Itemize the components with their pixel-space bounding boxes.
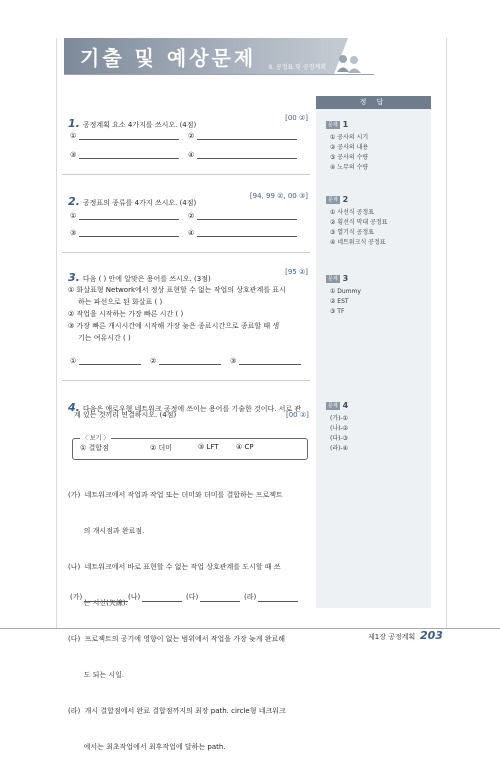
answer-item: ③ 열기식 공정표 xyxy=(330,229,374,236)
answer-tag: 문제 xyxy=(328,121,338,128)
blank-label: ① xyxy=(70,132,77,140)
answer-line-2 xyxy=(188,131,297,140)
header-underline xyxy=(64,74,374,75)
body-line: 도 되는 시일. xyxy=(68,671,125,679)
body-line: ③ 가장 빠른 개시시간에 시작해 가장 늦은 종료시간으로 종료할 때 생 xyxy=(68,322,280,330)
blank-label: (나) xyxy=(128,593,141,601)
body-line: 하는 파선으로 된 화살표 ( ) xyxy=(78,298,163,306)
people-icon xyxy=(336,54,362,76)
choice-item: ② 더미 xyxy=(150,444,173,452)
question-2 xyxy=(68,190,308,209)
question-text: 공정계획 요소 4가지를 쓰시오. (4점) xyxy=(82,121,197,129)
body-line: ① 화살표형 Network에서 정상 표현할 수 없는 작업의 상호관계를 표시 xyxy=(68,286,286,294)
question-source: [00 ②] xyxy=(285,114,308,122)
answer-blank[interactable] xyxy=(84,593,128,602)
answer-blank[interactable] xyxy=(159,356,221,365)
body-line: (다) 프로젝트의 공기에 영향이 없는 범위에서 작업을 가장 늦게 완료해 xyxy=(68,635,286,643)
answer-line-1 xyxy=(70,131,179,140)
section-divider xyxy=(62,174,310,175)
body-line: 에서는 최초작업에서 최후작업에 달하는 path. xyxy=(68,743,226,751)
body-line: ② 작업을 시작하는 가장 빠른 시간 ( ) xyxy=(68,310,184,318)
answer-line-3 xyxy=(70,150,179,159)
question-text-continued: 계 있는 것끼리 연결하시오. (4점) xyxy=(74,411,177,419)
question-source: [94, 99 ②, 00 ③] xyxy=(249,192,308,200)
question-number: 1. xyxy=(68,117,80,130)
blank-label: ④ xyxy=(188,151,195,159)
answer-tag: 문제 xyxy=(328,402,338,409)
answer-line-1 xyxy=(70,211,179,220)
answer-line-2 xyxy=(150,356,221,365)
question-3-body xyxy=(68,284,286,344)
choice-item: ① 결합점 xyxy=(80,444,109,452)
blank-label: ① xyxy=(70,357,77,365)
answer-blank[interactable] xyxy=(79,211,179,220)
choice-item: ④ CP xyxy=(236,443,254,451)
answer-tag: 문제 xyxy=(328,196,338,203)
left-margin-line xyxy=(56,38,57,628)
right-margin-line xyxy=(446,38,447,628)
blank-label: (다) xyxy=(186,593,199,601)
footer-chapter: 제1장 공정계획 xyxy=(368,633,416,641)
answer-item: (다)-③ xyxy=(330,435,349,442)
answer-line-3 xyxy=(70,228,179,237)
answer-line-4 xyxy=(188,150,297,159)
answer-blank[interactable] xyxy=(200,593,240,602)
page-subtitle: Ⅱ. 공정표 및 공정계획 xyxy=(269,64,326,71)
question-source: [00 ②] xyxy=(286,411,309,419)
choice-box-label: 〈 보기 〉 xyxy=(82,435,110,442)
answer-item: ② 횡선식 막대 공정표 xyxy=(330,219,388,226)
question-source: [95 ②] xyxy=(285,268,308,276)
answer-item: (라)-④ xyxy=(330,445,349,452)
answer-blank[interactable] xyxy=(197,211,297,220)
body-line: 기는 여유시간 ( ) xyxy=(78,334,131,342)
blank-label: (가) xyxy=(70,593,83,601)
body-line: 는 시선(矢線). xyxy=(68,599,128,607)
section-divider xyxy=(62,380,310,381)
answer-line-2 xyxy=(188,211,297,220)
question-4-body xyxy=(68,465,286,765)
answer-heading: 정 답 xyxy=(316,96,431,109)
answer-item: ③ TF xyxy=(330,308,345,315)
body-line: 의 개시점과 완료점. xyxy=(68,527,145,535)
answer-item: ② 공사의 내용 xyxy=(330,144,369,151)
blank-label: ① xyxy=(70,212,77,220)
page-header xyxy=(64,38,334,74)
answer-blank[interactable] xyxy=(142,593,182,602)
page-title: 기출 및 예상문제 xyxy=(80,46,257,70)
answer-blank[interactable] xyxy=(79,131,179,140)
blank-label: ② xyxy=(188,212,195,220)
answer-block-4 xyxy=(326,395,348,454)
blank-label: ③ xyxy=(70,229,77,237)
answer-line-3 xyxy=(230,356,301,365)
answer-line-ra xyxy=(244,592,298,602)
answer-item: ④ 노무의 수량 xyxy=(330,164,369,171)
answer-blank[interactable] xyxy=(197,131,297,140)
blank-label: (라) xyxy=(244,593,257,601)
answer-number: 3 xyxy=(342,274,349,283)
question-number: 3. xyxy=(68,271,80,284)
answer-blank[interactable] xyxy=(79,150,179,159)
question-text: 공정표의 종류를 4가지 쓰시오. (4점) xyxy=(82,199,197,207)
answer-blank[interactable] xyxy=(239,356,301,365)
answer-item: ④ 네트워크식 공정표 xyxy=(330,239,386,246)
body-line: (나) 네트워크에서 바로 표현할 수 없는 작업 상호관계를 도시할 때 쓰 xyxy=(68,563,281,571)
blank-label: ② xyxy=(188,132,195,140)
question-text: 다음 ( ) 안에 알맞은 용어를 쓰시오. (3점) xyxy=(82,275,211,283)
blank-label: ② xyxy=(150,357,157,365)
answer-item: ① 사선식 공정표 xyxy=(330,209,374,216)
answer-blank[interactable] xyxy=(258,593,298,602)
question-number: 4. xyxy=(68,401,80,414)
answer-blank[interactable] xyxy=(197,150,297,159)
answer-item: ① Dummy xyxy=(330,288,361,295)
question-number: 2. xyxy=(68,195,80,208)
answer-item: ② EST xyxy=(330,298,349,305)
answer-item: ③ 공사의 수량 xyxy=(330,154,369,161)
answer-line-da xyxy=(186,592,240,602)
answer-blank[interactable] xyxy=(79,228,179,237)
blank-label: ③ xyxy=(70,151,77,159)
answer-item: (나)-② xyxy=(330,425,349,432)
choice-item: ③ LFT xyxy=(198,443,219,451)
answer-tag: 문제 xyxy=(328,275,338,282)
page-number: 203 xyxy=(420,629,443,642)
answer-number: 2 xyxy=(342,195,349,204)
answer-item: (가)-① xyxy=(330,415,349,422)
question-3 xyxy=(68,266,308,285)
blank-label: ④ xyxy=(188,229,195,237)
section-divider xyxy=(62,252,310,253)
answer-blank[interactable] xyxy=(79,356,141,365)
question-text: 다음은 애로우형 네트워크 공정에 쓰이는 용어를 기술한 것이다. 서로 관 xyxy=(82,405,302,413)
answer-block-1 xyxy=(326,114,368,173)
answer-line-na xyxy=(128,592,182,602)
answer-number: 4 xyxy=(342,401,349,410)
answer-number: 1 xyxy=(342,120,349,129)
body-line: (라) 개시 결합점에서 완료 결합점까지의 최장 path. circle형 네크워크 xyxy=(68,707,286,715)
answer-block-3 xyxy=(326,268,361,317)
answer-line-1 xyxy=(70,356,141,365)
body-line: (가) 네트워크에서 작업과 작업 또는 더미와 더미를 결합하는 프로젝트 xyxy=(68,491,283,499)
blank-label: ③ xyxy=(230,357,237,365)
question-1 xyxy=(68,112,308,131)
answer-line-4 xyxy=(188,228,297,237)
answer-blank[interactable] xyxy=(197,228,297,237)
answer-block-2 xyxy=(326,189,387,248)
answer-line-ga xyxy=(70,592,128,602)
answer-item: ① 공사의 시기 xyxy=(330,134,369,141)
